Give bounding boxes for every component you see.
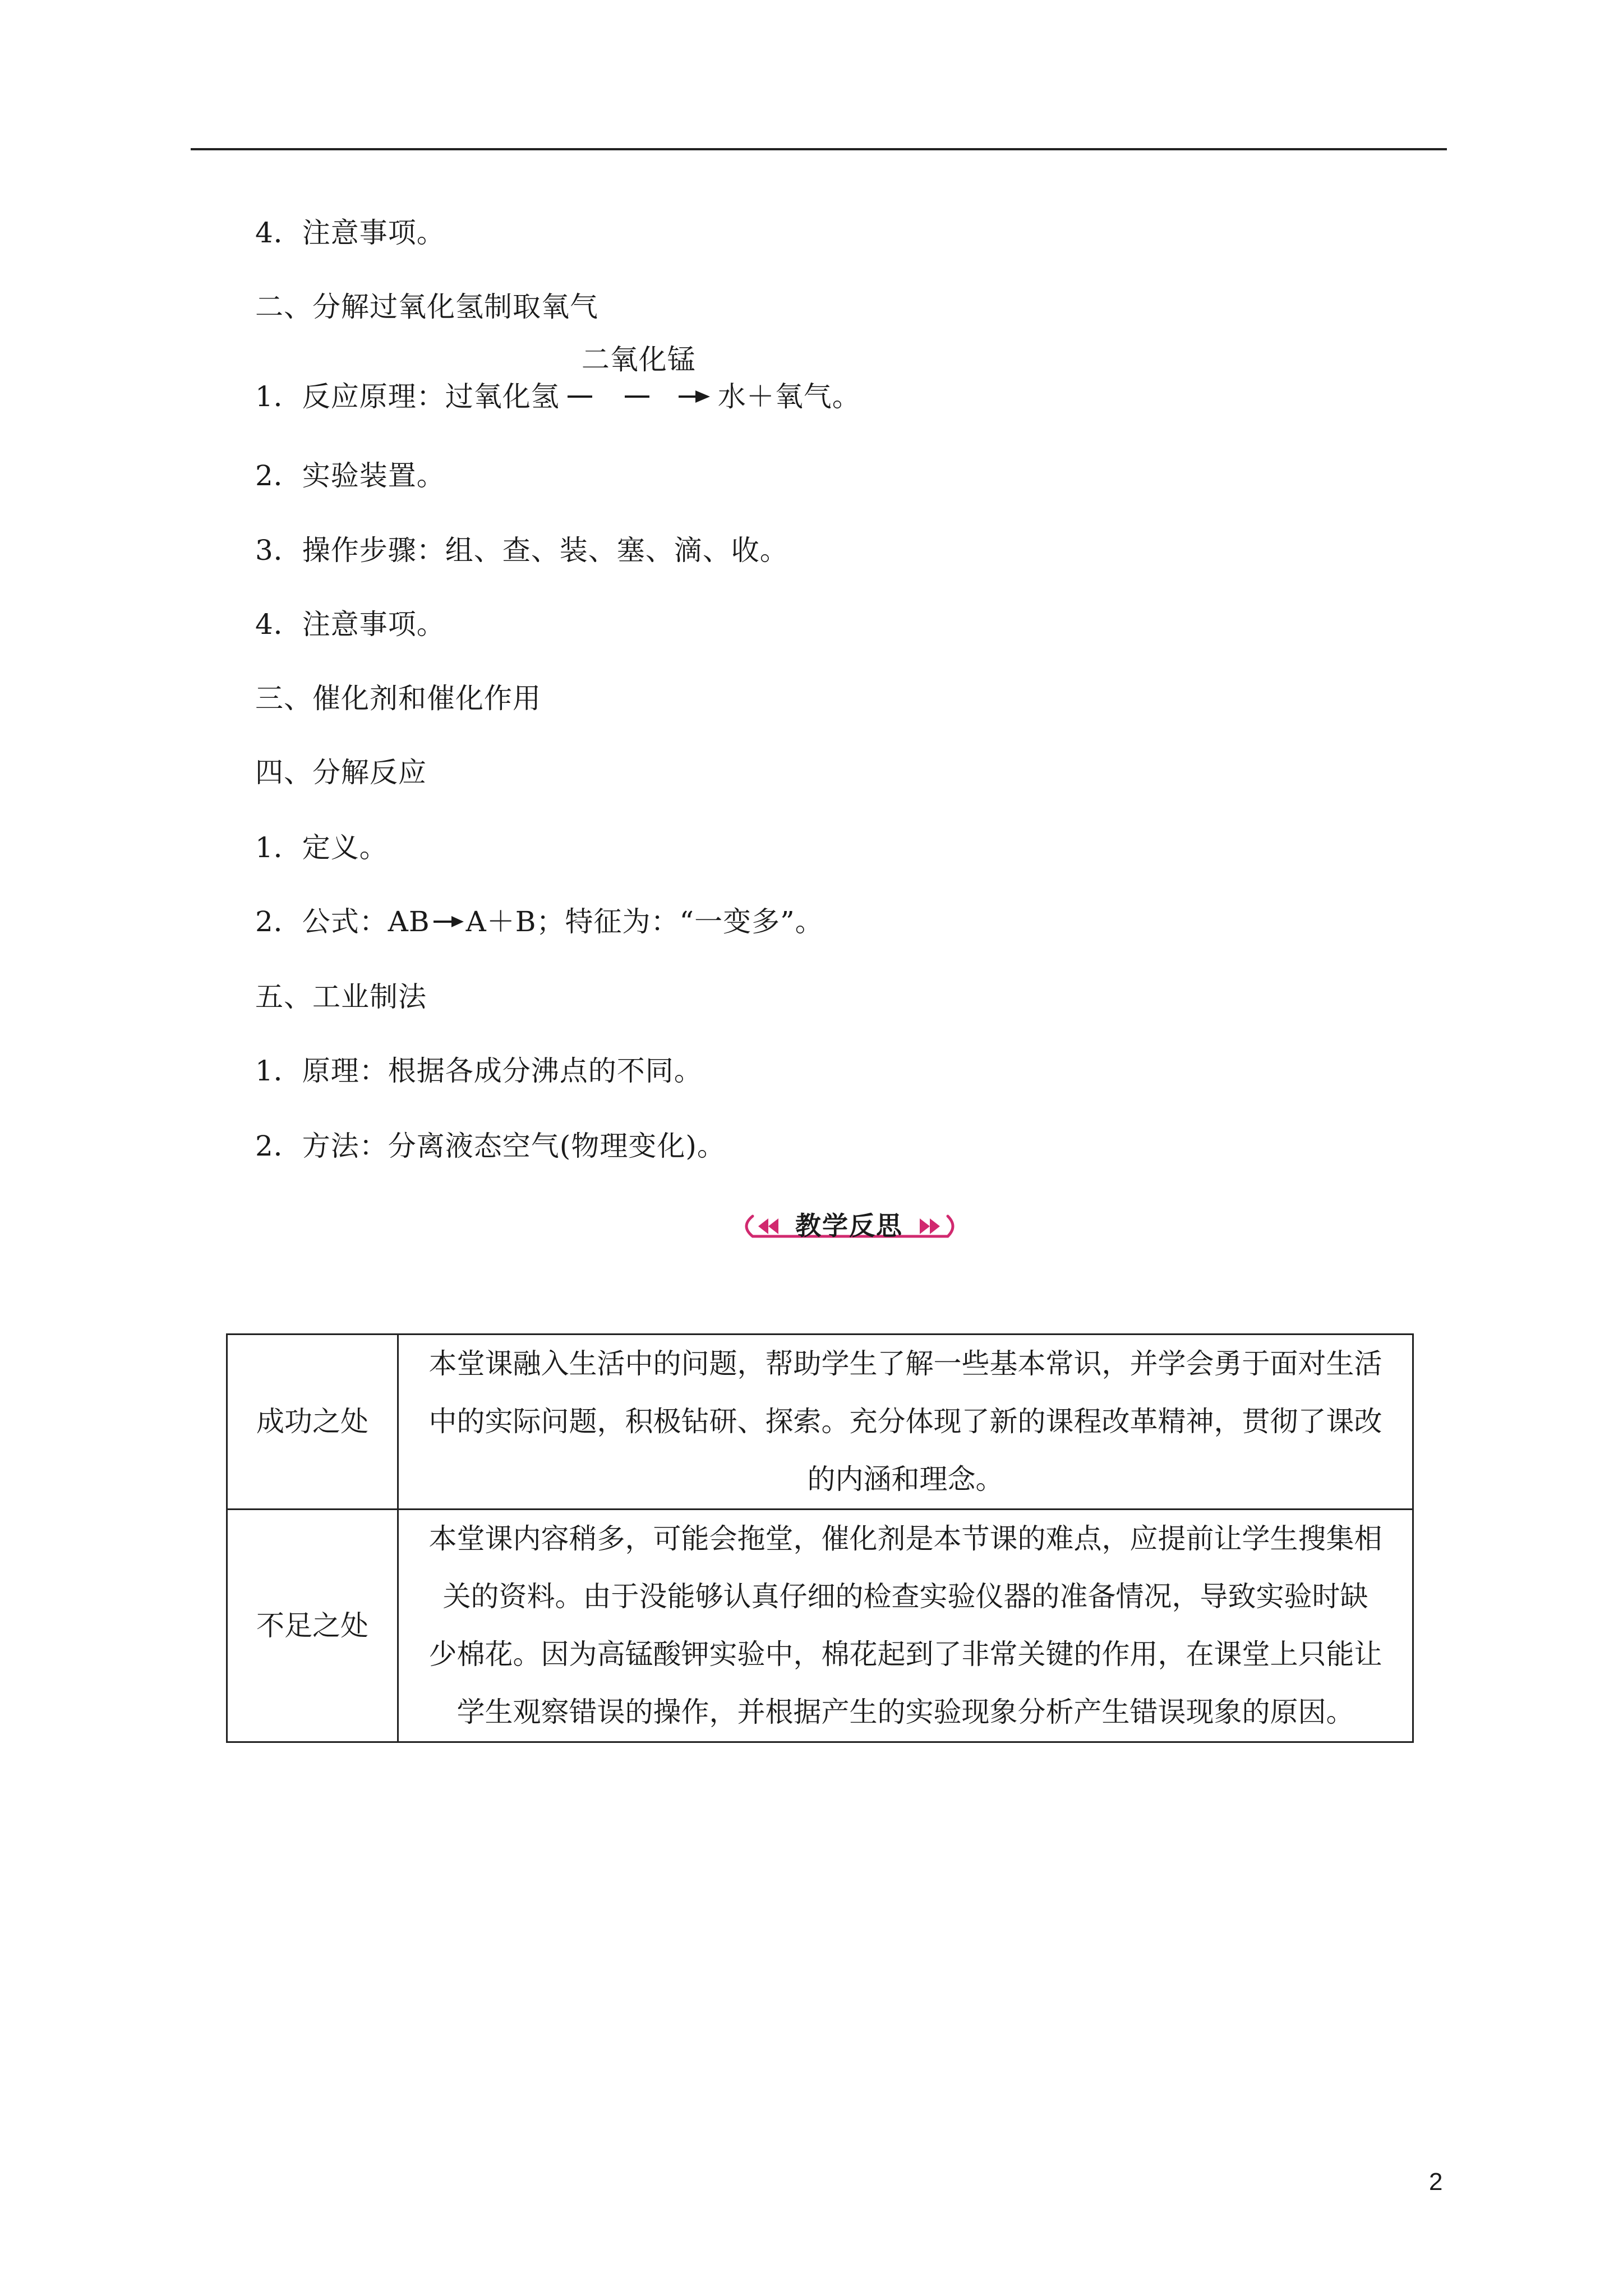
text-line: 本堂课内容稍多，可能会拖堂，催化剂是本节课的难点，应提前让学生搜集相 — [428, 1522, 1382, 1555]
text-line: 关的资料。由于没能够认真仔细的检查实验仪器的准备情况，导致实验时缺 — [442, 1580, 1368, 1613]
teaching-reflection-badge — [736, 1206, 962, 1246]
formula-right: A＋B；特征为：“一变多”。 — [465, 905, 824, 938]
table-row — [227, 1335, 1413, 1510]
line-definition: 1．定义。 — [255, 831, 388, 864]
text-line: 本堂课融入生活中的问题，帮助学生了解一些基本常识，并学会勇于面对生活 — [428, 1347, 1382, 1380]
table-row — [227, 1510, 1413, 1742]
reaction-products: 水＋氧气。 — [717, 380, 861, 413]
dashed-arrow-icon — [563, 377, 714, 416]
text-line: 的内涵和理念。 — [807, 1463, 1004, 1496]
line-apparatus: 2．实验装置。 — [255, 459, 445, 492]
row-label-shortcoming: 不足之处 — [227, 1510, 398, 1742]
text-line: 少棉花。因为高锰酸钾实验中，棉花起到了非常关键的作用，在课堂上只能让 — [428, 1638, 1382, 1671]
section-heading-decomposition: 四、分解反应 — [255, 756, 427, 789]
reaction-arrow — [563, 343, 714, 416]
reflection-table — [226, 1333, 1414, 1743]
section-heading-hydrogen-peroxide: 二、分解过氧化氢制取氧气 — [255, 291, 598, 323]
header-rule — [191, 148, 1447, 150]
reaction-reactant: 1．反应原理：过氧化氢 — [255, 380, 560, 413]
line-formula — [255, 902, 824, 941]
page-number: 2 — [1429, 2168, 1443, 2196]
formula-left: 2．公式：AB — [255, 905, 430, 938]
text-line: 学生观察错误的操作，并根据产生的实验现象分析产生错误现象的原因。 — [457, 1696, 1354, 1728]
line-principle: 1．原理：根据各成分沸点的不同。 — [255, 1055, 703, 1087]
text-line: 中的实际问题，积极钻研、探索。充分体现了新的课程改革精神，贯彻了课改 — [428, 1405, 1382, 1438]
line-operation-steps: 3．操作步骤：组、查、装、塞、滴、收。 — [255, 534, 789, 567]
line-notes-2: 4．注意事项。 — [255, 608, 445, 641]
line-method: 2．方法：分离液态空气(物理变化)。 — [255, 1130, 726, 1162]
reaction-catalyst-label: 二氧化锰 — [581, 343, 696, 376]
line-notes-1: 4．注意事项。 — [255, 217, 445, 249]
row-text-shortcoming — [398, 1510, 1413, 1742]
arrow-right-icon — [430, 902, 466, 941]
section-heading-industrial: 五、工业制法 — [255, 981, 427, 1013]
line-reaction-principle — [255, 343, 861, 416]
section-heading-catalyst: 三、催化剂和催化作用 — [255, 682, 541, 715]
row-text-success — [398, 1335, 1413, 1510]
badge-title: 教学反思 — [795, 1211, 903, 1241]
row-label-success: 成功之处 — [227, 1335, 398, 1510]
